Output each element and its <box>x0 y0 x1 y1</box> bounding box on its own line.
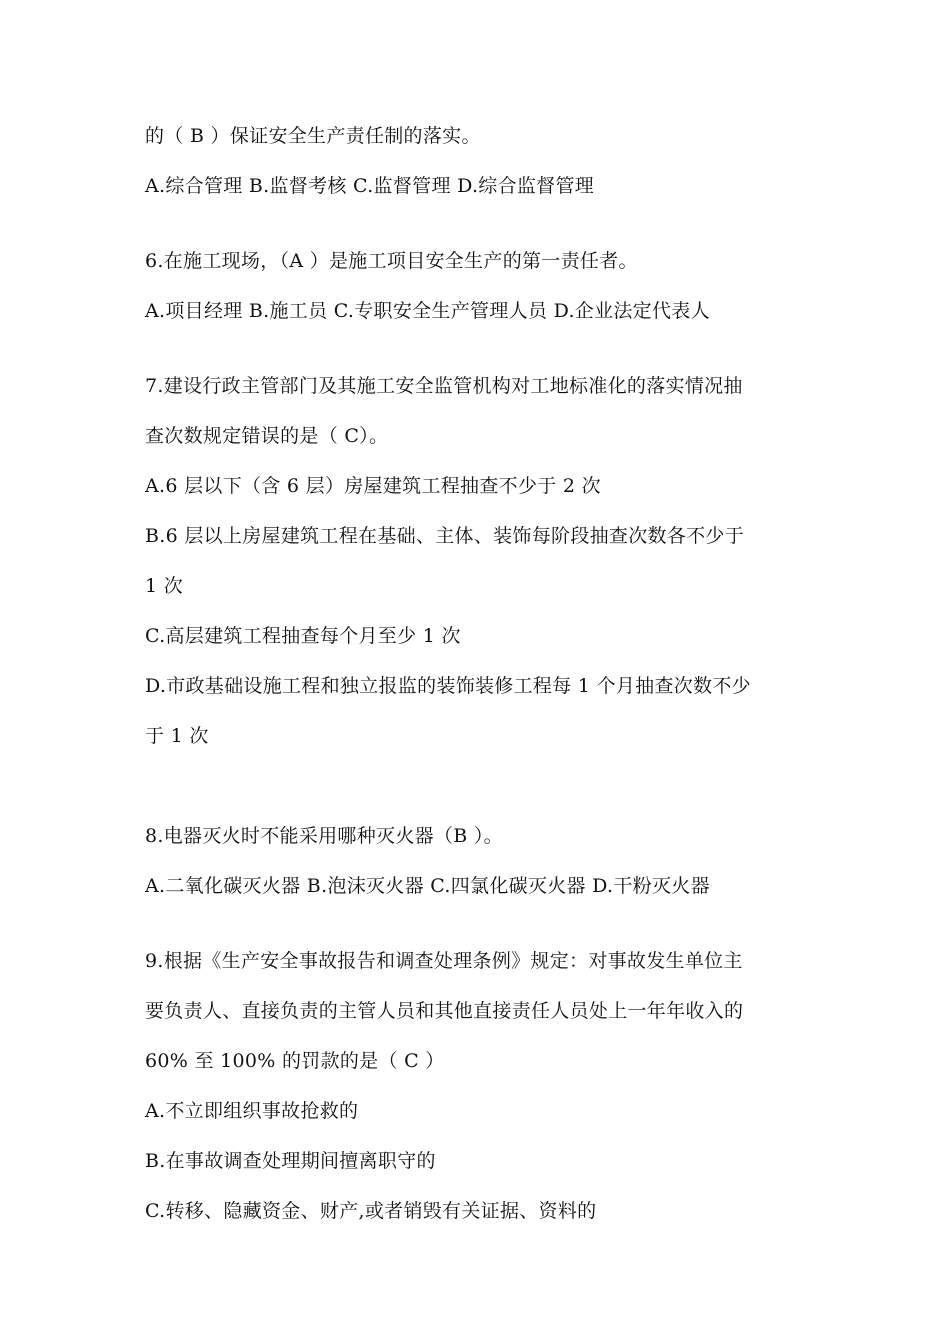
q7-option-b-line-1: B.6 层以上房屋建筑工程在基础、主体、装饰每阶段抽查次数各不少于 <box>145 525 745 547</box>
q7-option-d-line-1: D.市政基础设施工程和独立报监的装饰装修工程每 1 个月抽查次数不少 <box>145 675 751 697</box>
q7-option-d-line-2: 于 1 次 <box>145 725 209 747</box>
q7-option-a: A.6 层以下（含 6 层）房屋建筑工程抽查不少于 2 次 <box>145 475 601 497</box>
q7-question-line-1: 7.建设行政主管部门及其施工安全监管机构对工地标准化的落实情况抽 <box>145 375 743 397</box>
q5-options: A.综合管理 B.监督考核 C.监督管理 D.综合监督管理 <box>145 175 595 197</box>
q9-option-c: C.转移、隐藏资金、财产,或者销毁有关证据、资料的 <box>145 1200 597 1222</box>
q9-question-line-1: 9.根据《生产安全事故报告和调查处理条例》规定：对事故发生单位主 <box>145 950 743 972</box>
q9-option-b: B.在事故调查处理期间擅离职守的 <box>145 1150 436 1172</box>
q7-question-line-2: 查次数规定错误的是（ C）。 <box>145 425 389 447</box>
q7-option-b-line-2: 1 次 <box>145 575 184 597</box>
q8-question: 8.电器灭火时不能采用哪种灭火器（B ）。 <box>145 825 503 847</box>
q6-options: A.项目经理 B.施工员 C.专职安全生产管理人员 D.企业法定代表人 <box>145 300 710 322</box>
q5-continuation: 的（ B ）保证安全生产责任制的落实。 <box>145 125 481 147</box>
q8-options: A.二氧化碳灭火器 B.泡沫灭火器 C.四氯化碳灭火器 D.干粉灭火器 <box>145 875 710 897</box>
q6-question: 6.在施工现场，（A ）是施工项目安全生产的第一责任者。 <box>145 250 638 272</box>
q7-option-c: C.高层建筑工程抽查每个月至少 1 次 <box>145 625 461 647</box>
q9-question-line-2: 要负责人、直接负责的主管人员和其他直接责任人员处上一年年收入的 <box>145 1000 744 1022</box>
q9-option-a: A.不立即组织事故抢救的 <box>145 1100 359 1122</box>
q9-question-line-3: 60% 至 100% 的罚款的是（ C ） <box>145 1050 445 1072</box>
